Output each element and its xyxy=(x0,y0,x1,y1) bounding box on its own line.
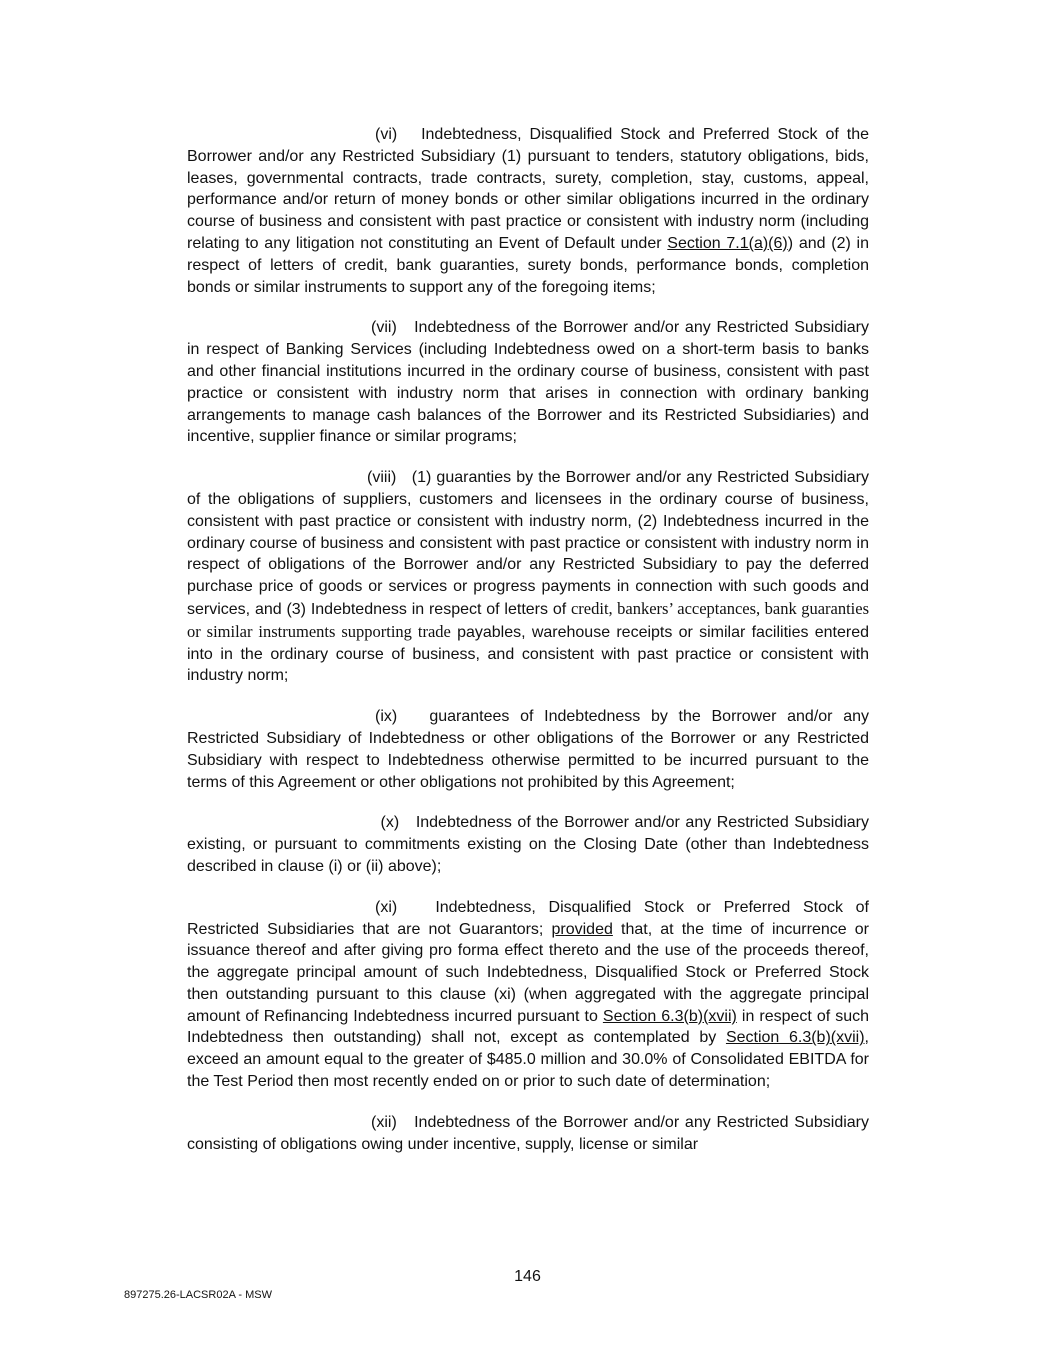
clause-text: that, at the time of incurrence or issuance thereof and after giving pro forma effect thereto and the use of the proceeds thereof, the aggregate principal amount of such Indebtedness, Disqualified Stock or Preferred Stock then outstanding pursuant to this clause (xi) (when aggregated with the aggregate principal amount of Refinancing Indebtedness incurred pursuant to xyxy=(187,920,869,1025)
section-reference-link[interactable]: Section 6.3(b)(xvii) xyxy=(725,1029,865,1047)
document-id: 897275.26-LACSR02A - MSW xyxy=(124,1289,272,1301)
page-number: 146 xyxy=(514,1268,541,1285)
paragraph-vii xyxy=(187,317,869,448)
clause-text: Indebtedness, Disqualified Stock and Preferred Stock of the Borrower and/or any Restricted Subsidiary (1) pursuant to tenders, statutory obligations, bids, leases, governmental contracts, trade contracts, surety, completion, stay, customs, appeal, performance and/or return of money bonds or other similar obligations incurred in the ordinary course of business and consistent with past practice or consistent with industry norm (including relating to any litigation not constituting an Event of Default under xyxy=(187,126,869,252)
clause-text: , exceed an amount equal to the greater of $485.0 million and 30.0% of Consolidated EBITDA for the Test Period then most recently ended on or prior to such date of determination; xyxy=(187,1029,869,1091)
clause-text: ) and (2) in respect of letters of credit, bank guaranties, surety bonds, performance bonds, completion bonds or similar instruments to support any of the foregoing items; xyxy=(187,234,869,296)
clause-text: payables, warehouse receipts or similar facilities entered into in the ordinary course of business, and consistent with past practice or consistent with industry norm; xyxy=(187,623,869,685)
clause-text: Indebtedness of the Borrower and/or any Restricted Subsidiary in respect of Banking Services (including Indebtedness owed on a short-term basis to banks and other financial institutions incurred in the ordinary course of business, consistent with past practice or consistent with industry norm that arises in connection with ordinary banking arrangements to manage cash balances of the Borrower and its Restricted Subsidiaries) and incentive, supplier finance or similar programs; xyxy=(187,319,870,446)
clause-label: (vi) xyxy=(375,126,398,143)
proviso-term: provided xyxy=(551,920,613,938)
clause-text: (1) guaranties by the Borrower and/or any Restricted Subsidiary of the obligations of suppliers, customers and licensees in the ordinary course of business, consistent with past practice or consistent with industry norm, (2) Indebtedness incurred in the ordinary course of business and consistent with past practice or consistent with industry norm in respect of obligations of the Borrower and/or any Restricted Subsidiary to pay the deferred purchase price of goods or services or progress payments in connection with such goods and services, and (3) Indebtedness in respect of letters of xyxy=(187,469,869,618)
paragraph-vi xyxy=(187,124,869,298)
clause-label: (viii) xyxy=(367,469,397,487)
paragraph-viii xyxy=(187,467,869,687)
clause-label: (ix) xyxy=(375,708,398,726)
clause-label: (vii) xyxy=(371,319,397,337)
paragraph-ix xyxy=(187,706,869,793)
clause-label: (x) xyxy=(380,814,400,832)
section-reference-link[interactable]: Section 6.3(b)(xvii) xyxy=(602,1007,737,1025)
paragraph-x xyxy=(187,812,869,877)
clause-label: (xii) xyxy=(371,1113,397,1131)
clause-text: guarantees of Indebtedness by the Borrower and/or any Restricted Subsidiary of Indebtedness or other obligations of the Borrower or any Restricted Subsidiary with respect to Indebtedness otherwise permitted to be incurred pursuant to the terms of this Agreement or other obligations not prohibited by this Agreement; xyxy=(187,708,869,791)
clause-text: Indebtedness of the Borrower and/or any Restricted Subsidiary consisting of obligations owing under incentive, supply, license or similar xyxy=(187,1113,870,1153)
paragraph-xii xyxy=(187,1112,869,1156)
clause-text: Indebtedness of the Borrower and/or any Restricted Subsidiary existing, or pursuant to commitments existing on the Closing Date (other than Indebtedness described in clause (i) or (ii) above); xyxy=(187,814,870,875)
paragraph-xi xyxy=(187,897,869,1093)
document-body xyxy=(187,124,869,1174)
section-reference-link[interactable]: Section 7.1(a)(6) xyxy=(667,234,788,252)
clause-text: in respect of such Indebtedness then outstanding) shall not, except as contemplated by xyxy=(187,1007,870,1047)
clause-text: Indebtedness, Disqualified Stock or Preferred Stock of Restricted Subsidiaries that are not Guarantors; xyxy=(187,898,870,938)
clause-text-serif: credit, bankers’ acceptances, bank guaranties or similar instruments supporting trade xyxy=(187,598,870,641)
clause-label: (xi) xyxy=(375,898,398,916)
